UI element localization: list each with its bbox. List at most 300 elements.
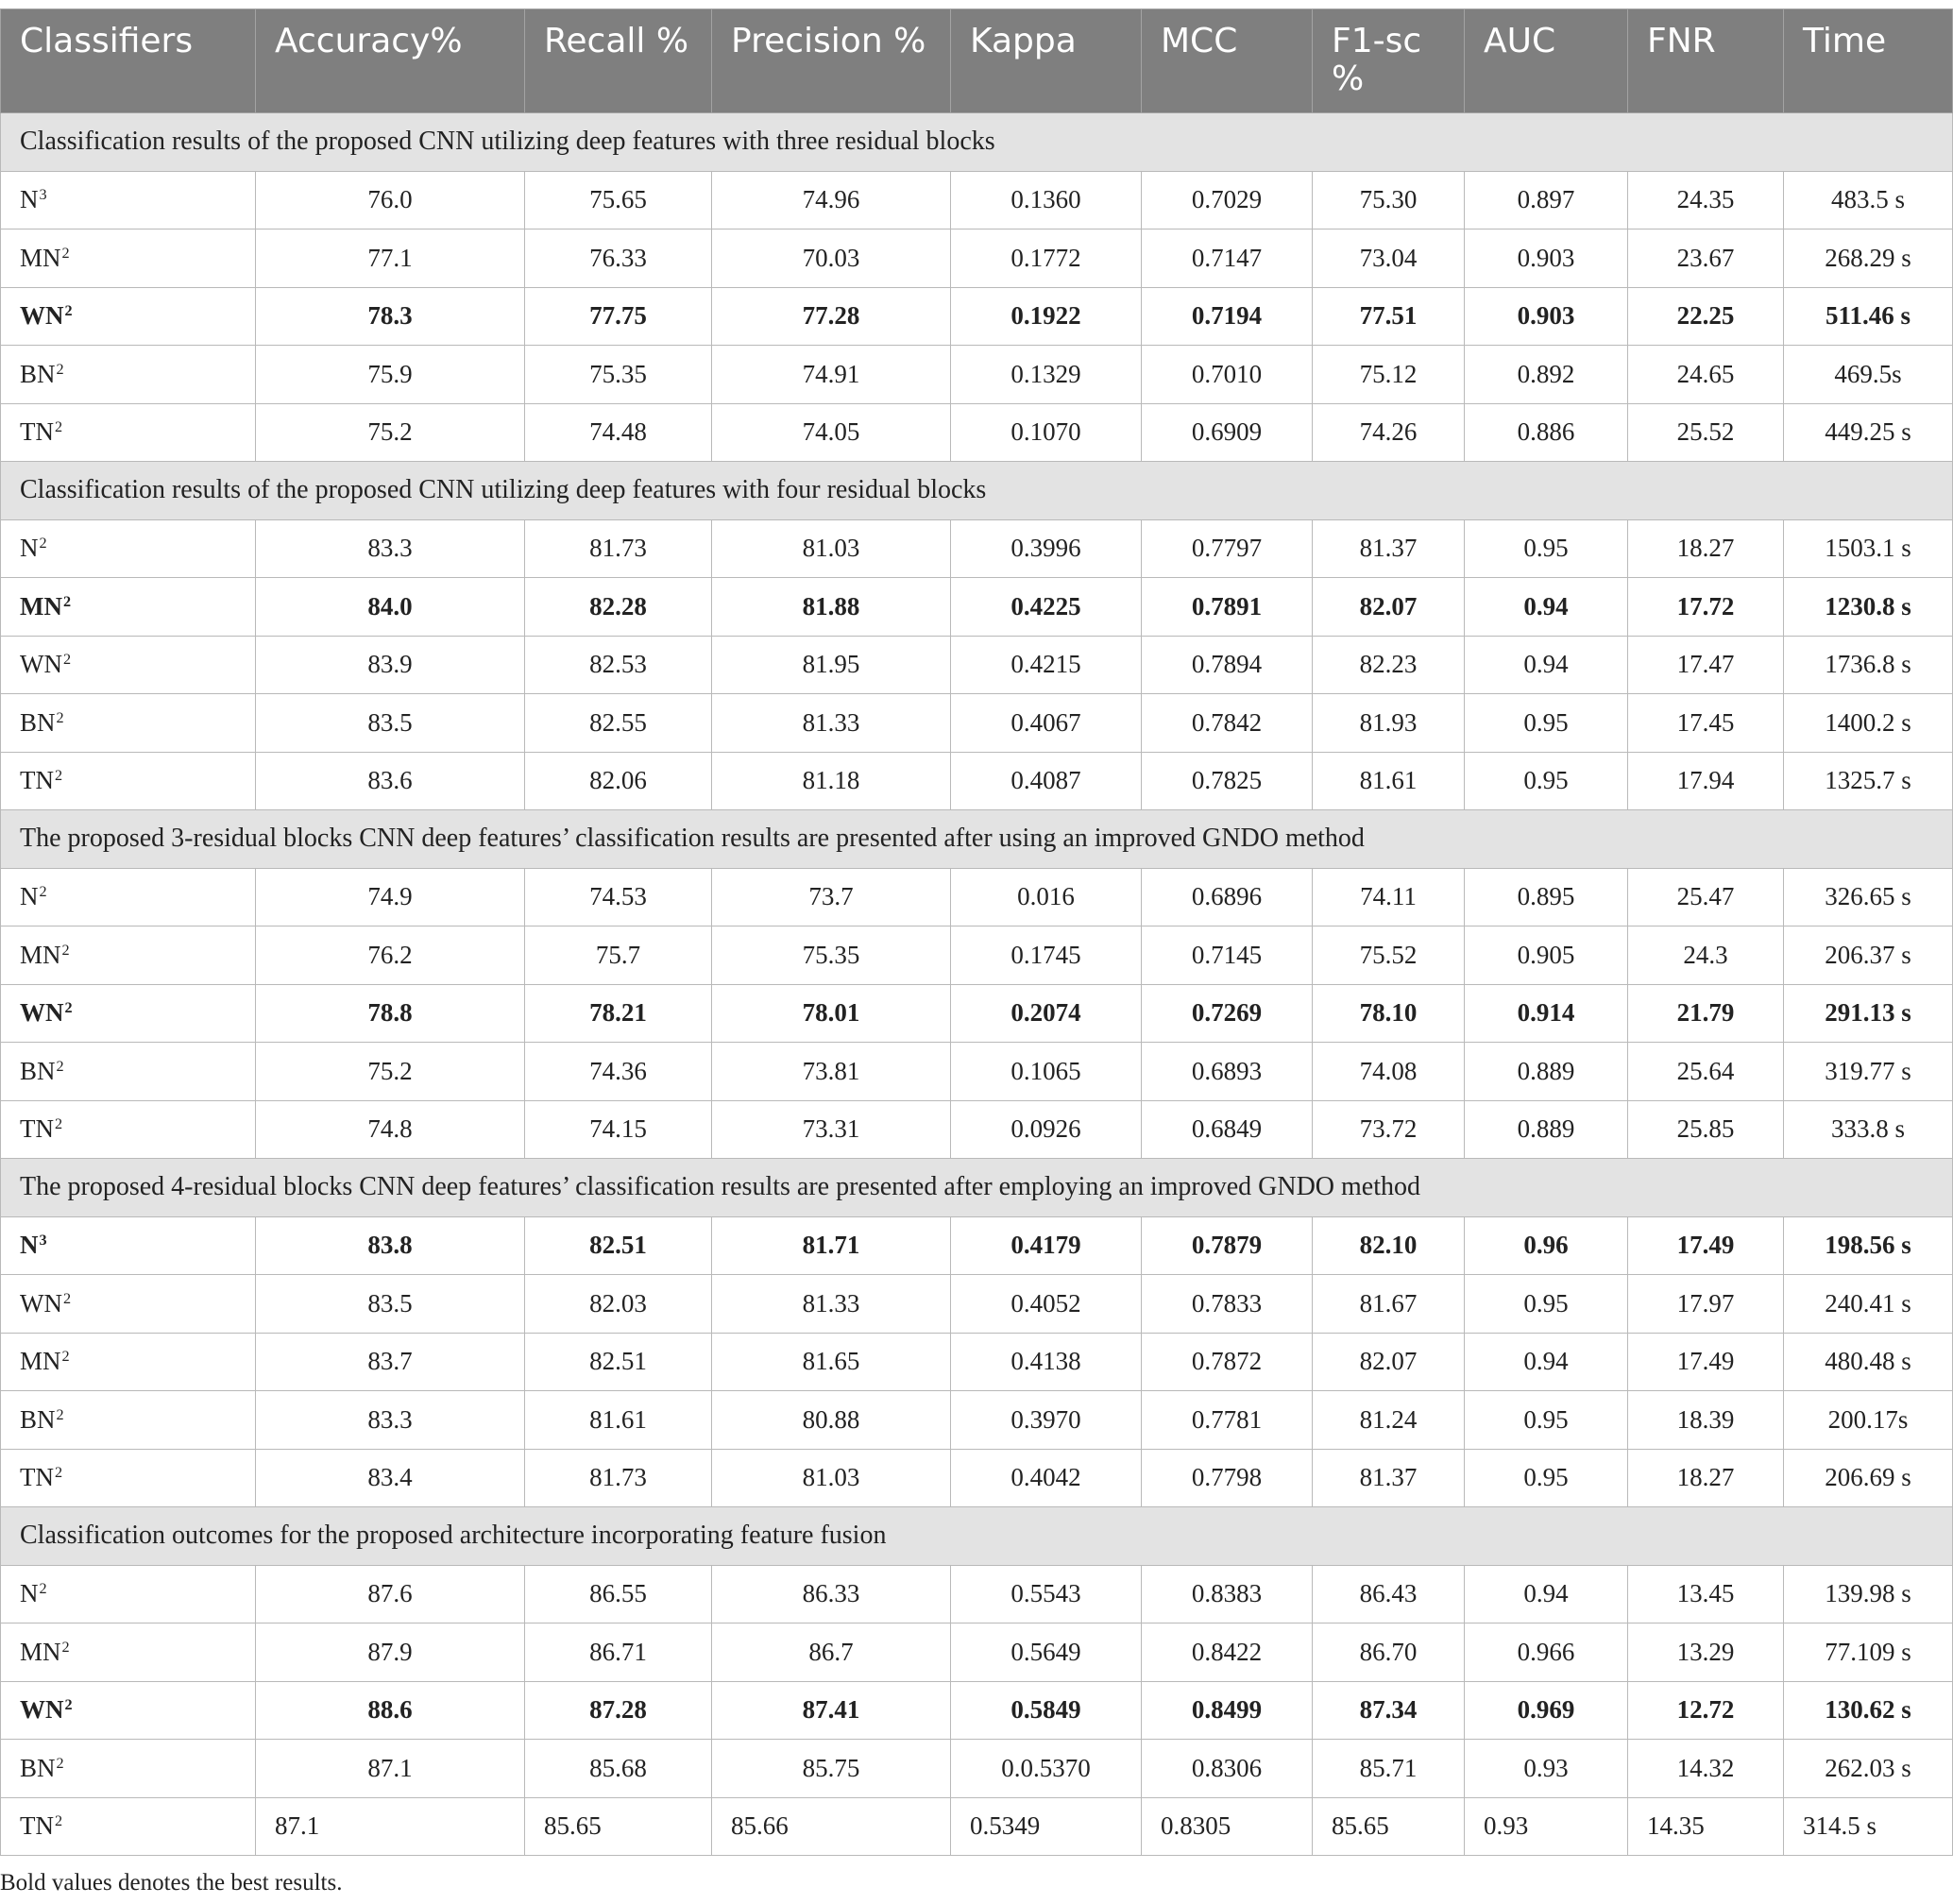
metric-cell: 87.1 <box>256 1797 525 1856</box>
classifier-name: BN <box>20 359 56 388</box>
metric-cell: 0.897 <box>1465 171 1628 230</box>
classifier-name: WN <box>20 1695 64 1725</box>
classifier-name: N <box>20 1231 39 1260</box>
section-title: Classification outcomes for the proposed architecture incorporating feature fusion <box>1 1507 1953 1566</box>
column-header: Precision % <box>712 9 951 113</box>
metric-cell: 82.03 <box>525 1275 712 1334</box>
metric-cell: 23.67 <box>1628 230 1784 288</box>
metric-cell: 81.61 <box>525 1391 712 1450</box>
metric-cell: 17.72 <box>1628 578 1784 637</box>
classifier-superscript: 2 <box>39 535 47 552</box>
metric-cell: 262.03 s <box>1784 1740 1953 1798</box>
table-row <box>1 403 1953 462</box>
metric-cell: 85.66 <box>712 1797 951 1856</box>
section-header-row <box>1 1507 1953 1566</box>
classifier-superscript: 2 <box>56 1405 64 1423</box>
metric-cell: 81.61 <box>1313 752 1465 810</box>
metric-cell: 83.7 <box>256 1333 525 1391</box>
section-title: The proposed 4-residual blocks CNN deep features’ classification results are presented after employing an improved GNDO method <box>1 1159 1953 1217</box>
metric-cell: 73.7 <box>712 868 951 926</box>
metric-cell: 75.35 <box>525 346 712 404</box>
classifier-cell <box>1 1216 256 1275</box>
metric-cell: 83.8 <box>256 1216 525 1275</box>
metric-cell: 0.7833 <box>1142 1275 1313 1334</box>
classifier-name: MN <box>20 940 61 969</box>
metric-cell: 0.94 <box>1465 636 1628 694</box>
metric-cell: 78.01 <box>712 984 951 1043</box>
section-header-row <box>1 1159 1953 1217</box>
metric-cell: 0.95 <box>1465 752 1628 810</box>
metric-cell: 87.41 <box>712 1681 951 1740</box>
table-footnote: Bold values denotes the best results. <box>0 1870 343 1896</box>
metric-cell: 0.2074 <box>951 984 1142 1043</box>
metric-cell: 85.75 <box>712 1740 951 1798</box>
metric-cell: 0.7879 <box>1142 1216 1313 1275</box>
metric-cell: 0.8305 <box>1142 1797 1313 1856</box>
table-row <box>1 694 1953 753</box>
metric-cell: 84.0 <box>256 578 525 637</box>
metric-cell: 0.4215 <box>951 636 1142 694</box>
metric-cell: 83.3 <box>256 1391 525 1450</box>
metric-cell: 0.8422 <box>1142 1624 1313 1682</box>
classifier-name: TN <box>20 1811 54 1841</box>
classifier-name: MN <box>20 243 61 272</box>
classifier-name: BN <box>20 1404 56 1434</box>
metric-cell: 73.81 <box>712 1043 951 1101</box>
metric-cell: 85.65 <box>1313 1797 1465 1856</box>
metric-cell: 0.5849 <box>951 1681 1142 1740</box>
metric-cell: 17.45 <box>1628 694 1784 753</box>
table-row <box>1 926 1953 985</box>
metric-cell: 74.08 <box>1313 1043 1465 1101</box>
metric-cell: 81.93 <box>1313 694 1465 753</box>
table-row <box>1 1797 1953 1856</box>
classifier-name: N <box>20 882 39 911</box>
metric-cell: 86.70 <box>1313 1624 1465 1682</box>
metric-cell: 449.25 s <box>1784 403 1953 462</box>
metric-cell: 75.9 <box>256 346 525 404</box>
classifier-cell <box>1 984 256 1043</box>
metric-cell: 0.7781 <box>1142 1391 1313 1450</box>
classifier-cell <box>1 1391 256 1450</box>
metric-cell: 77.51 <box>1313 287 1465 346</box>
metric-cell: 75.52 <box>1313 926 1465 985</box>
metric-cell: 0.1922 <box>951 287 1142 346</box>
classifier-cell <box>1 1043 256 1101</box>
header-row <box>1 9 1953 113</box>
metric-cell: 0.4138 <box>951 1333 1142 1391</box>
classifier-cell <box>1 1565 256 1624</box>
metric-cell: 0.3970 <box>951 1391 1142 1450</box>
metric-cell: 81.33 <box>712 694 951 753</box>
metric-cell: 0.7798 <box>1142 1449 1313 1507</box>
metric-cell: 0.889 <box>1465 1100 1628 1159</box>
classifier-superscript: 2 <box>61 941 70 959</box>
metric-cell: 74.96 <box>712 171 951 230</box>
classifier-name: N <box>20 534 39 563</box>
metric-cell: 0.016 <box>951 868 1142 926</box>
metric-cell: 0.969 <box>1465 1681 1628 1740</box>
metric-cell: 0.1329 <box>951 346 1142 404</box>
classifier-cell <box>1 1740 256 1798</box>
metric-cell: 86.7 <box>712 1624 951 1682</box>
classifier-superscript: 2 <box>56 1057 64 1075</box>
classifier-name: BN <box>20 707 56 737</box>
metric-cell: 82.23 <box>1313 636 1465 694</box>
metric-cell: 0.8383 <box>1142 1565 1313 1624</box>
metric-cell: 0.7797 <box>1142 519 1313 578</box>
metric-cell: 17.49 <box>1628 1333 1784 1391</box>
column-header: Time <box>1784 9 1953 113</box>
classifier-superscript: 2 <box>61 244 70 262</box>
metric-cell: 0.1745 <box>951 926 1142 985</box>
metric-cell: 18.27 <box>1628 1449 1784 1507</box>
metric-cell: 87.34 <box>1313 1681 1465 1740</box>
metric-cell: 326.65 s <box>1784 868 1953 926</box>
metric-cell: 0.6909 <box>1142 403 1313 462</box>
metric-cell: 77.109 s <box>1784 1624 1953 1682</box>
metric-cell: 82.55 <box>525 694 712 753</box>
metric-cell: 0.5649 <box>951 1624 1142 1682</box>
metric-cell: 0.7029 <box>1142 171 1313 230</box>
metric-cell: 0.5349 <box>951 1797 1142 1856</box>
metric-cell: 511.46 s <box>1784 287 1953 346</box>
metric-cell: 0.7147 <box>1142 230 1313 288</box>
metric-cell: 1736.8 s <box>1784 636 1953 694</box>
metric-cell: 85.68 <box>525 1740 712 1798</box>
classifier-superscript: 2 <box>61 1348 70 1366</box>
metric-cell: 86.71 <box>525 1624 712 1682</box>
metric-cell: 74.9 <box>256 868 525 926</box>
metric-cell: 75.7 <box>525 926 712 985</box>
metric-cell: 76.2 <box>256 926 525 985</box>
metric-cell: 87.6 <box>256 1565 525 1624</box>
metric-cell: 0.7269 <box>1142 984 1313 1043</box>
metric-cell: 17.97 <box>1628 1275 1784 1334</box>
metric-cell: 75.2 <box>256 403 525 462</box>
table-row <box>1 1624 1953 1682</box>
column-header: Classifiers <box>1 9 256 113</box>
metric-cell: 74.48 <box>525 403 712 462</box>
table-row <box>1 346 1953 404</box>
metric-cell: 1230.8 s <box>1784 578 1953 637</box>
metric-cell: 74.11 <box>1313 868 1465 926</box>
metric-cell: 81.24 <box>1313 1391 1465 1450</box>
metric-cell: 82.51 <box>525 1333 712 1391</box>
metric-cell: 21.79 <box>1628 984 1784 1043</box>
classifier-cell <box>1 519 256 578</box>
metric-cell: 0.8306 <box>1142 1740 1313 1798</box>
metric-cell: 0.6893 <box>1142 1043 1313 1101</box>
metric-cell: 78.10 <box>1313 984 1465 1043</box>
metric-cell: 83.6 <box>256 752 525 810</box>
section-title: Classification results of the proposed CNN utilizing deep features with three residual blocks <box>1 113 1953 172</box>
metric-cell: 81.95 <box>712 636 951 694</box>
metric-cell: 206.69 s <box>1784 1449 1953 1507</box>
table-row <box>1 1100 1953 1159</box>
metric-cell: 82.07 <box>1313 578 1465 637</box>
metric-cell: 0.4052 <box>951 1275 1142 1334</box>
metric-cell: 0.7872 <box>1142 1333 1313 1391</box>
classifier-cell <box>1 1681 256 1740</box>
metric-cell: 88.6 <box>256 1681 525 1740</box>
classifier-superscript: 3 <box>39 186 47 204</box>
metric-cell: 81.37 <box>1313 1449 1465 1507</box>
classifier-name: N <box>20 1579 39 1608</box>
metric-cell: 75.2 <box>256 1043 525 1101</box>
classifier-name: MN <box>20 1637 61 1666</box>
metric-cell: 0.7894 <box>1142 636 1313 694</box>
metric-cell: 74.36 <box>525 1043 712 1101</box>
metric-cell: 74.91 <box>712 346 951 404</box>
metric-cell: 0.7891 <box>1142 578 1313 637</box>
metric-cell: 75.30 <box>1313 171 1465 230</box>
metric-cell: 75.12 <box>1313 346 1465 404</box>
metric-cell: 333.8 s <box>1784 1100 1953 1159</box>
metric-cell: 82.07 <box>1313 1333 1465 1391</box>
metric-cell: 77.28 <box>712 287 951 346</box>
classifier-superscript: 2 <box>55 1464 63 1482</box>
classifier-name: WN <box>20 998 64 1028</box>
table-body <box>1 113 1953 1856</box>
metric-cell: 0.1772 <box>951 230 1142 288</box>
classifier-name: BN <box>20 1753 56 1782</box>
classifier-cell <box>1 346 256 404</box>
classifier-cell <box>1 1797 256 1856</box>
metric-cell: 0.7842 <box>1142 694 1313 753</box>
metric-cell: 0.903 <box>1465 287 1628 346</box>
metric-cell: 77.75 <box>525 287 712 346</box>
metric-cell: 81.03 <box>712 1449 951 1507</box>
metric-cell: 12.72 <box>1628 1681 1784 1740</box>
metric-cell: 24.65 <box>1628 346 1784 404</box>
metric-cell: 73.31 <box>712 1100 951 1159</box>
metric-cell: 268.29 s <box>1784 230 1953 288</box>
metric-cell: 78.3 <box>256 287 525 346</box>
classifier-cell <box>1 1449 256 1507</box>
metric-cell: 73.72 <box>1313 1100 1465 1159</box>
table-row <box>1 636 1953 694</box>
metric-cell: 78.8 <box>256 984 525 1043</box>
metric-cell: 0.93 <box>1465 1740 1628 1798</box>
metric-cell: 1400.2 s <box>1784 694 1953 753</box>
metric-cell: 0.966 <box>1465 1624 1628 1682</box>
metric-cell: 0.93 <box>1465 1797 1628 1856</box>
classifier-name: MN <box>20 1347 61 1376</box>
metric-cell: 0.1360 <box>951 171 1142 230</box>
table-row <box>1 1681 1953 1740</box>
metric-cell: 86.33 <box>712 1565 951 1624</box>
metric-cell: 13.45 <box>1628 1565 1784 1624</box>
classifier-name: MN <box>20 591 62 620</box>
metric-cell: 13.29 <box>1628 1624 1784 1682</box>
metric-cell: 0.892 <box>1465 346 1628 404</box>
metric-cell: 139.98 s <box>1784 1565 1953 1624</box>
metric-cell: 130.62 s <box>1784 1681 1953 1740</box>
classifier-superscript: 2 <box>56 360 64 378</box>
classifier-cell <box>1 1624 256 1682</box>
metric-cell: 86.43 <box>1313 1565 1465 1624</box>
classifier-superscript: 2 <box>62 1289 72 1307</box>
metric-cell: 0.0.5370 <box>951 1740 1142 1798</box>
metric-cell: 0.886 <box>1465 403 1628 462</box>
table-row <box>1 519 1953 578</box>
metric-cell: 83.5 <box>256 1275 525 1334</box>
metric-cell: 82.51 <box>525 1216 712 1275</box>
metric-cell: 77.1 <box>256 230 525 288</box>
classifier-cell <box>1 171 256 230</box>
metric-cell: 0.4067 <box>951 694 1142 753</box>
metric-cell: 240.41 s <box>1784 1275 1953 1334</box>
metric-cell: 82.10 <box>1313 1216 1465 1275</box>
metric-cell: 24.35 <box>1628 171 1784 230</box>
table-row <box>1 1740 1953 1798</box>
metric-cell: 0.914 <box>1465 984 1628 1043</box>
metric-cell: 81.67 <box>1313 1275 1465 1334</box>
metric-cell: 81.73 <box>525 1449 712 1507</box>
metric-cell: 76.33 <box>525 230 712 288</box>
metric-cell: 0.95 <box>1465 694 1628 753</box>
results-table-container <box>0 8 1952 1856</box>
table-row <box>1 287 1953 346</box>
classifier-superscript: 2 <box>62 651 72 669</box>
classifier-superscript: 2 <box>64 1696 73 1714</box>
column-header: FNR <box>1628 9 1784 113</box>
metric-cell: 24.3 <box>1628 926 1784 985</box>
metric-cell: 0.0926 <box>951 1100 1142 1159</box>
metric-cell: 85.71 <box>1313 1740 1465 1798</box>
classifier-superscript: 2 <box>39 1580 47 1598</box>
metric-cell: 0.96 <box>1465 1216 1628 1275</box>
section-header-row <box>1 810 1953 869</box>
table-header <box>1 9 1953 113</box>
column-header: MCC <box>1142 9 1313 113</box>
metric-cell: 0.8499 <box>1142 1681 1313 1740</box>
section-title: Classification results of the proposed CNN utilizing deep features with four residual blocks <box>1 462 1953 520</box>
classifier-name: BN <box>20 1056 56 1085</box>
metric-cell: 81.65 <box>712 1333 951 1391</box>
metric-cell: 81.18 <box>712 752 951 810</box>
metric-cell: 0.889 <box>1465 1043 1628 1101</box>
metric-cell: 0.903 <box>1465 230 1628 288</box>
metric-cell: 81.33 <box>712 1275 951 1334</box>
metric-cell: 0.95 <box>1465 1449 1628 1507</box>
metric-cell: 74.53 <box>525 868 712 926</box>
classifier-cell <box>1 1333 256 1391</box>
metric-cell: 0.4042 <box>951 1449 1142 1507</box>
metric-cell: 17.94 <box>1628 752 1784 810</box>
metric-cell: 291.13 s <box>1784 984 1953 1043</box>
metric-cell: 74.8 <box>256 1100 525 1159</box>
table-row <box>1 578 1953 637</box>
metric-cell: 0.4225 <box>951 578 1142 637</box>
table-row <box>1 1043 1953 1101</box>
classifier-cell <box>1 868 256 926</box>
classifier-superscript: 2 <box>55 1115 63 1133</box>
classifier-cell <box>1 403 256 462</box>
classifier-superscript: 2 <box>61 1638 70 1656</box>
metric-cell: 0.1065 <box>951 1043 1142 1101</box>
section-header-row <box>1 462 1953 520</box>
metric-cell: 83.3 <box>256 519 525 578</box>
metric-cell: 0.3996 <box>951 519 1142 578</box>
metric-cell: 314.5 s <box>1784 1797 1953 1856</box>
metric-cell: 0.4179 <box>951 1216 1142 1275</box>
metric-cell: 0.4087 <box>951 752 1142 810</box>
metric-cell: 22.25 <box>1628 287 1784 346</box>
metric-cell: 0.94 <box>1465 1565 1628 1624</box>
metric-cell: 18.27 <box>1628 519 1784 578</box>
metric-cell: 74.26 <box>1313 403 1465 462</box>
table-row <box>1 230 1953 288</box>
metric-cell: 82.06 <box>525 752 712 810</box>
metric-cell: 0.94 <box>1465 578 1628 637</box>
metric-cell: 0.95 <box>1465 1391 1628 1450</box>
metric-cell: 1503.1 s <box>1784 519 1953 578</box>
section-title: The proposed 3-residual blocks CNN deep features’ classification results are presented after using an improved GNDO method <box>1 810 1953 869</box>
metric-cell: 87.28 <box>525 1681 712 1740</box>
metric-cell: 1325.7 s <box>1784 752 1953 810</box>
metric-cell: 82.53 <box>525 636 712 694</box>
classifier-name: WN <box>20 301 64 331</box>
section-header-row <box>1 113 1953 172</box>
metric-cell: 0.94 <box>1465 1333 1628 1391</box>
metric-cell: 0.7145 <box>1142 926 1313 985</box>
metric-cell: 0.905 <box>1465 926 1628 985</box>
metric-cell: 74.15 <box>525 1100 712 1159</box>
metric-cell: 14.32 <box>1628 1740 1784 1798</box>
classifier-cell <box>1 287 256 346</box>
classifier-cell <box>1 1275 256 1334</box>
metric-cell: 0.7194 <box>1142 287 1313 346</box>
classifier-superscript: 2 <box>56 1754 64 1772</box>
table-row <box>1 868 1953 926</box>
classifier-superscript: 2 <box>64 999 73 1017</box>
column-header: AUC <box>1465 9 1628 113</box>
metric-cell: 86.55 <box>525 1565 712 1624</box>
metric-cell: 81.03 <box>712 519 951 578</box>
column-header: Recall % <box>525 9 712 113</box>
metric-cell: 83.4 <box>256 1449 525 1507</box>
classifier-name: N <box>20 185 39 214</box>
metric-cell: 206.37 s <box>1784 926 1953 985</box>
column-header: F1-sc % <box>1313 9 1465 113</box>
classifier-superscript: 2 <box>56 708 64 726</box>
metric-cell: 480.48 s <box>1784 1333 1953 1391</box>
metric-cell: 82.28 <box>525 578 712 637</box>
metric-cell: 81.71 <box>712 1216 951 1275</box>
metric-cell: 80.88 <box>712 1391 951 1450</box>
column-header: Kappa <box>951 9 1142 113</box>
metric-cell: 83.5 <box>256 694 525 753</box>
metric-cell: 70.03 <box>712 230 951 288</box>
table-row <box>1 1275 1953 1334</box>
classifier-cell <box>1 230 256 288</box>
classifier-superscript: 2 <box>39 883 47 901</box>
metric-cell: 25.64 <box>1628 1043 1784 1101</box>
metric-cell: 0.895 <box>1465 868 1628 926</box>
classifier-name: TN <box>20 1463 54 1492</box>
classifier-superscript: 2 <box>62 592 72 610</box>
metric-cell: 0.5543 <box>951 1565 1142 1624</box>
table-row <box>1 1449 1953 1507</box>
metric-cell: 0.7010 <box>1142 346 1313 404</box>
classifier-cell <box>1 926 256 985</box>
classifier-superscript: 2 <box>55 1812 63 1830</box>
metric-cell: 81.73 <box>525 519 712 578</box>
metric-cell: 18.39 <box>1628 1391 1784 1450</box>
metric-cell: 81.88 <box>712 578 951 637</box>
